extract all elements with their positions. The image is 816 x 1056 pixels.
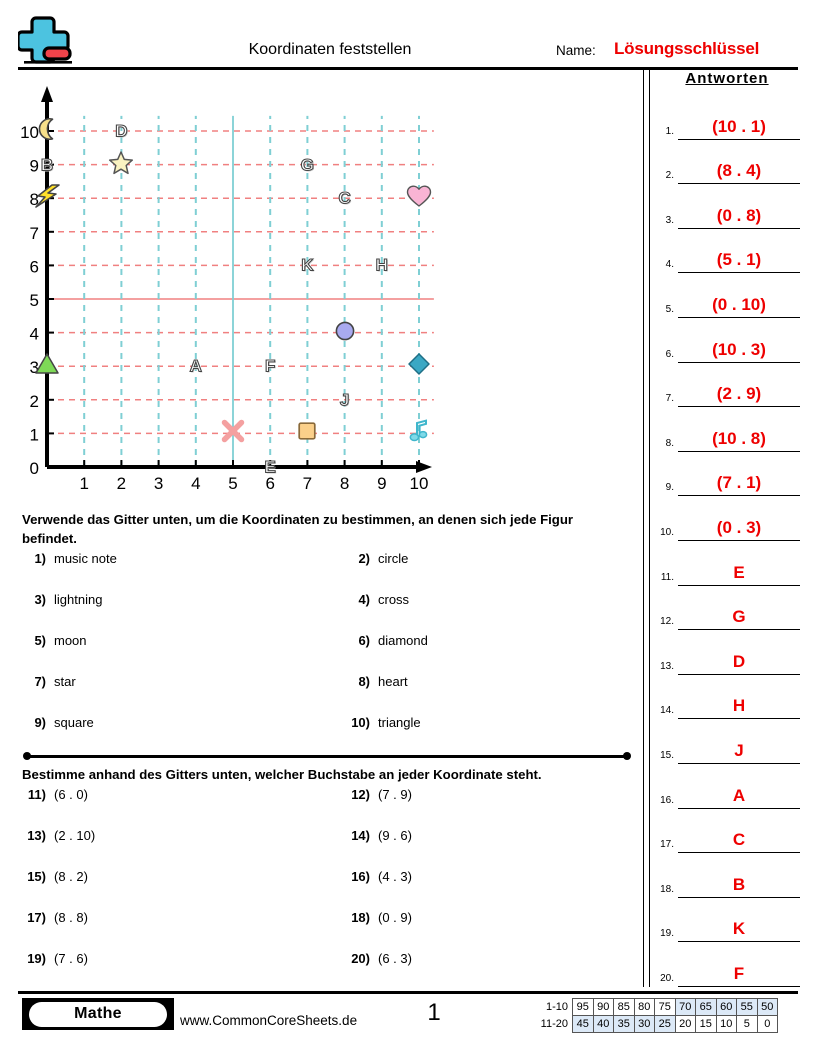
svg-text:3: 3	[29, 358, 39, 378]
question-item	[22, 950, 88, 968]
answer-value: (0 . 8)	[716, 205, 762, 225]
plot-letter-B: B	[40, 155, 54, 175]
question-item	[346, 909, 412, 927]
svg-text:8: 8	[29, 190, 39, 210]
question-text: (7 . 6)	[54, 951, 88, 966]
question-row	[22, 868, 632, 909]
answer-value: C	[732, 830, 746, 850]
score-cell: 55	[736, 998, 758, 1016]
plot-triangle-icon	[34, 352, 60, 380]
page-header	[0, 0, 816, 70]
question-text: triangle	[378, 715, 421, 730]
answer-number: 3.	[665, 214, 674, 226]
svg-text:6: 6	[265, 474, 275, 493]
question-number: 10)	[351, 715, 370, 730]
question-text: diamond	[378, 633, 428, 648]
question-text: circle	[378, 551, 409, 566]
answer-number: 15.	[660, 749, 674, 761]
question-number: 15)	[27, 869, 46, 884]
question-number: 6)	[358, 633, 370, 648]
vertical-divider	[643, 67, 650, 987]
answer-row	[652, 898, 802, 943]
section-separator	[26, 755, 628, 758]
answers-list	[652, 95, 802, 987]
score-row-11-20	[530, 1016, 778, 1033]
question-number: 17)	[27, 910, 46, 925]
question-text: (9 . 6)	[378, 828, 412, 843]
answer-value: B	[732, 874, 746, 894]
answer-number: 6.	[665, 348, 674, 360]
answer-value: (8 . 4)	[716, 161, 762, 181]
question-number: 2)	[358, 551, 370, 566]
question-text: moon	[54, 633, 87, 648]
question-item	[346, 632, 428, 650]
question-number: 1)	[34, 551, 46, 566]
svg-text:6: 6	[29, 257, 39, 277]
question-text: (4 . 3)	[378, 869, 412, 884]
answer-row	[652, 318, 802, 363]
question-number: 20)	[351, 951, 370, 966]
answer-row	[652, 719, 802, 764]
answer-row	[652, 586, 802, 631]
score-cell: 20	[675, 1015, 697, 1033]
question-number: 19)	[27, 951, 46, 966]
answer-row	[652, 363, 802, 408]
question-text: (0 . 9)	[378, 910, 412, 925]
question-text: (8 . 8)	[54, 910, 88, 925]
answer-row	[652, 95, 802, 140]
plot-circle-icon	[334, 320, 356, 346]
svg-text:5: 5	[29, 291, 39, 310]
question-text: (8 . 2)	[54, 869, 88, 884]
plot-square-icon	[297, 421, 317, 445]
answer-row	[652, 496, 802, 541]
question-number: 13)	[27, 828, 46, 843]
answer-value: (5 . 1)	[716, 250, 762, 270]
answer-value: J	[734, 740, 744, 760]
question-number: 18)	[351, 910, 370, 925]
svg-text:4: 4	[29, 324, 39, 344]
question-text: (2 . 10)	[54, 828, 96, 843]
question-row	[22, 550, 632, 591]
instruction-part-2: Bestimme anhand des Gitters unten, welcher Buchstabe an jeder Koordinate steht.	[22, 767, 542, 782]
svg-text:1: 1	[29, 425, 39, 445]
plot-letter-G: G	[300, 155, 315, 175]
svg-text:9: 9	[29, 156, 39, 176]
answer-row	[652, 942, 802, 987]
plot-letter-H: H	[375, 255, 388, 275]
plot-letter-C: C	[338, 188, 351, 208]
question-text: square	[54, 715, 94, 730]
separator-dot-right	[623, 752, 631, 760]
score-cell: 30	[634, 1015, 656, 1033]
question-list-part-1	[22, 550, 632, 755]
question-item	[346, 868, 412, 886]
question-item	[22, 909, 88, 927]
question-item	[346, 950, 412, 968]
score-cell: 80	[634, 998, 656, 1016]
answer-row	[652, 407, 802, 452]
plot-letter-A: A	[189, 356, 202, 376]
separator-dot-left	[23, 752, 31, 760]
question-row	[22, 827, 632, 868]
answer-number: 16.	[660, 794, 674, 806]
plot-letter-J: J	[339, 390, 350, 410]
answers-title: Antworten	[685, 70, 769, 87]
score-table	[530, 999, 778, 1033]
score-cell: 65	[695, 998, 717, 1016]
question-item	[22, 550, 117, 568]
score-cell: 5	[736, 1015, 758, 1033]
question-row	[22, 714, 632, 755]
answer-value: (10 . 8)	[712, 428, 766, 448]
question-number: 4)	[358, 592, 370, 607]
score-cell: 25	[654, 1015, 676, 1033]
plot-lightning-icon	[29, 183, 62, 213]
plot-diamond-icon	[407, 352, 431, 380]
page-number: 1	[427, 999, 441, 1026]
svg-text:9: 9	[377, 474, 387, 493]
answer-value: D	[732, 651, 746, 671]
answer-number: 17.	[660, 839, 674, 851]
question-text: cross	[378, 592, 410, 607]
plot-star-icon	[108, 150, 135, 180]
footer-divider	[18, 991, 798, 994]
answer-value: H	[732, 696, 746, 716]
subject-badge-label: Mathe	[29, 1002, 167, 1027]
answer-row	[652, 809, 802, 854]
score-cell: 0	[757, 1015, 779, 1033]
name-label: Name:	[556, 43, 596, 58]
question-text: heart	[378, 674, 408, 689]
plot-letter-K: K	[301, 255, 314, 275]
question-text: (6 . 3)	[378, 951, 412, 966]
answer-row	[652, 273, 802, 318]
answer-row	[652, 541, 802, 586]
question-row	[22, 909, 632, 950]
question-item	[346, 786, 412, 804]
score-cell: 45	[572, 1015, 594, 1033]
question-number: 5)	[34, 633, 46, 648]
answer-value: (2 . 9)	[716, 384, 762, 404]
answer-value: G	[732, 607, 746, 627]
answer-number: 1.	[665, 125, 674, 137]
plot-letter-F: F	[264, 356, 276, 376]
answer-value: (7 . 1)	[716, 473, 762, 493]
score-cell: 15	[695, 1015, 717, 1033]
answer-number: 8.	[665, 437, 674, 449]
answer-row	[652, 853, 802, 898]
question-item	[22, 591, 102, 609]
question-item	[346, 550, 408, 568]
answers-panel	[652, 70, 802, 987]
plot-music-note-icon	[408, 419, 430, 447]
question-item	[346, 673, 408, 691]
score-cell: 35	[613, 1015, 635, 1033]
answer-key-label: Lösungsschlüssel	[614, 39, 760, 58]
answer-number: 12.	[660, 616, 674, 628]
answer-value: (0 . 3)	[716, 517, 762, 537]
question-number: 3)	[34, 592, 46, 607]
question-item	[22, 632, 87, 650]
score-row-label: 1-10	[545, 1001, 568, 1013]
answer-number: 14.	[660, 705, 674, 717]
question-text: music note	[54, 551, 117, 566]
question-number: 11)	[27, 787, 46, 802]
answer-value: F	[733, 963, 745, 983]
plot-letter-E: E	[264, 457, 276, 477]
question-text: (7 . 9)	[378, 787, 412, 802]
svg-text:10: 10	[409, 474, 429, 493]
svg-text:5: 5	[228, 474, 238, 493]
plus-minus-logo-icon	[18, 14, 74, 66]
answer-number: 10.	[660, 526, 674, 538]
question-text: lightning	[54, 592, 103, 607]
svg-text:7: 7	[29, 223, 39, 243]
svg-text:2: 2	[116, 474, 127, 493]
answer-row	[652, 764, 802, 809]
question-row	[22, 786, 632, 827]
subject-badge	[22, 998, 174, 1030]
site-url: www.CommonCoreSheets.de	[180, 1013, 358, 1028]
question-item	[22, 673, 76, 691]
answer-value: E	[733, 562, 745, 582]
answer-number: 19.	[660, 928, 674, 940]
question-item	[22, 786, 88, 804]
answer-number: 5.	[665, 303, 674, 315]
score-cell: 70	[675, 998, 697, 1016]
plot-moon-icon	[34, 116, 60, 146]
svg-text:1: 1	[79, 474, 89, 493]
svg-text:4: 4	[191, 474, 201, 493]
score-cell: 50	[757, 998, 779, 1016]
svg-text:2: 2	[29, 391, 39, 411]
answer-number: 7.	[665, 393, 674, 405]
plot-letter-D: D	[115, 121, 128, 141]
svg-text:0: 0	[29, 459, 39, 478]
answer-number: 2.	[665, 170, 674, 182]
coordinate-grid-chart	[14, 82, 444, 497]
score-cell: 40	[593, 1015, 615, 1033]
question-list-part-2	[22, 786, 632, 991]
score-cell: 85	[613, 998, 635, 1016]
answer-row	[652, 184, 802, 229]
answer-number: 20.	[660, 972, 674, 984]
answer-row	[652, 675, 802, 720]
question-item	[346, 827, 412, 845]
score-row-1-10	[530, 999, 778, 1016]
question-item	[22, 714, 94, 732]
question-item	[22, 827, 95, 845]
plot-cross-icon	[221, 419, 246, 448]
answer-row	[652, 452, 802, 497]
instruction-part-1: Verwende das Gitter unten, um die Koordinaten zu bestimmen, an denen sich jede Figur befindet.	[22, 512, 574, 546]
answer-row	[652, 229, 802, 274]
score-cell: 95	[572, 998, 594, 1016]
question-number: 12)	[351, 787, 370, 802]
answer-value: A	[732, 785, 746, 805]
answer-number: 11.	[660, 571, 674, 583]
score-cell: 60	[716, 998, 738, 1016]
question-text: star	[54, 674, 76, 689]
svg-text:8: 8	[339, 474, 350, 493]
answer-row	[652, 140, 802, 185]
question-row	[22, 673, 632, 714]
answer-row	[652, 630, 802, 675]
answer-value: (10 . 1)	[712, 116, 766, 136]
score-cell: 90	[593, 998, 615, 1016]
question-item	[346, 591, 409, 609]
question-item	[22, 868, 88, 886]
score-cell: 75	[654, 998, 676, 1016]
question-number: 7)	[34, 674, 46, 689]
plot-heart-icon	[406, 184, 433, 212]
answer-number: 18.	[660, 883, 674, 895]
question-text: (6 . 0)	[54, 787, 88, 802]
svg-text:10: 10	[20, 123, 39, 142]
answer-number: 4.	[665, 259, 674, 271]
answer-value: K	[732, 919, 746, 939]
score-row-label: 11-20	[540, 1018, 568, 1030]
question-row	[22, 591, 632, 632]
score-cell: 10	[716, 1015, 738, 1033]
question-number: 8)	[358, 674, 370, 689]
page-title: Koordinaten feststellen	[248, 41, 412, 58]
question-row	[22, 950, 632, 991]
answer-value: (10 . 3)	[712, 339, 766, 359]
question-item	[346, 714, 421, 732]
answer-number: 9.	[665, 482, 674, 494]
question-row	[22, 632, 632, 673]
question-number: 16)	[351, 869, 370, 884]
answer-value: (0 . 10)	[712, 294, 766, 314]
question-number: 14)	[351, 828, 370, 843]
question-number: 9)	[34, 715, 46, 730]
svg-text:3: 3	[153, 474, 164, 493]
answer-number: 13.	[660, 660, 674, 672]
svg-text:7: 7	[302, 474, 313, 493]
